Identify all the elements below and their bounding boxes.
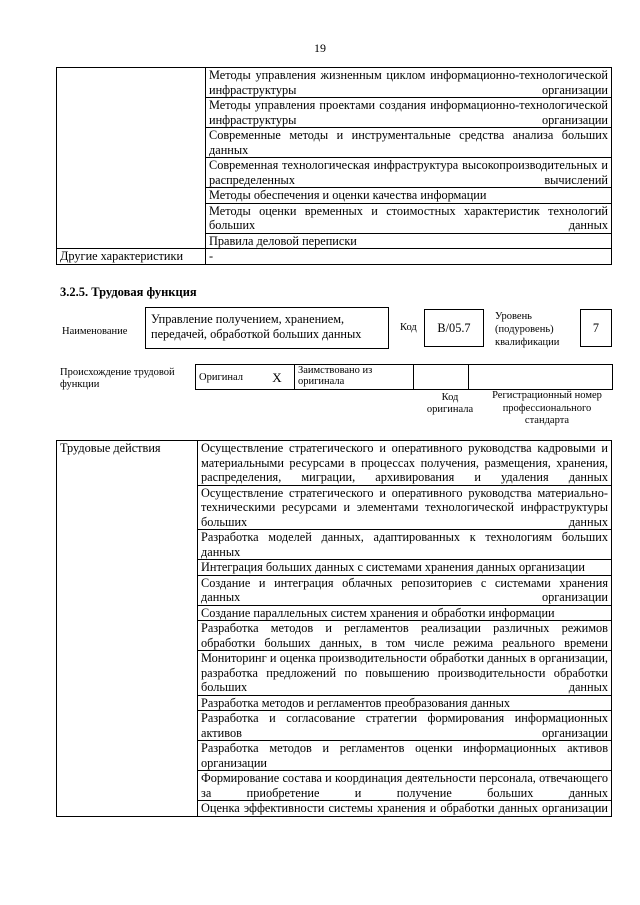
origin-code-cell bbox=[414, 365, 469, 390]
action-item: Осуществление стратегического и оперативного руководства материально-техническими ресурсами и элементами технологической инфраструктуры больших данных bbox=[198, 485, 612, 530]
function-name-value: Управление получением, хранением, передачей, обработкой больших данных bbox=[151, 312, 362, 341]
borrowed-label: Заимствовано из оригинала bbox=[295, 365, 414, 390]
origin-label: Происхождение трудовой функции bbox=[60, 367, 175, 390]
code-label: Код bbox=[400, 322, 417, 333]
action-item: Формирование состава и координация деятельности персонала, отвечающего за приобретение и получение больших данных bbox=[198, 771, 612, 801]
action-item: Интеграция больших данных с системами хранения данных организации bbox=[198, 560, 612, 576]
action-item: Создание и интеграция облачных репозиториев с системами хранения данных организации bbox=[198, 575, 612, 605]
action-item: Разработка методов и регламентов оценки информационных активов организации bbox=[198, 741, 612, 771]
section-heading: 3.2.5. Трудовая функция bbox=[60, 285, 197, 299]
knowledge-label-cell bbox=[57, 68, 206, 249]
code-value: B/05.7 bbox=[437, 321, 471, 335]
other-characteristics-label: Другие характеристики bbox=[57, 249, 206, 265]
action-item: Мониторинг и оценка производительности обработки данных в организации, разработка предложений по повышению производительности обработки больших данных bbox=[198, 651, 612, 696]
labor-actions-label: Трудовые действия bbox=[57, 441, 198, 817]
action-item: Разработка моделей данных, адаптированных к технологиям больших данных bbox=[198, 530, 612, 560]
action-item: Разработка и согласование стратегии формирования информационных активов организации bbox=[198, 711, 612, 741]
other-characteristics-value: - bbox=[206, 249, 612, 265]
origin-reg-cell bbox=[469, 365, 613, 390]
origin-table bbox=[195, 364, 613, 390]
knowledge-table bbox=[56, 67, 612, 265]
origin-code-label: Код оригинала bbox=[426, 392, 474, 415]
action-item: Создание параллельных систем хранения и обработки информации bbox=[198, 605, 612, 621]
level-box bbox=[580, 309, 612, 347]
code-box bbox=[424, 309, 484, 347]
page-number: 19 bbox=[314, 41, 326, 55]
original-cell bbox=[196, 365, 261, 390]
function-name-box bbox=[145, 307, 389, 349]
knowledge-item: Методы управления проектами создания информационно-технологической инфраструктуры организации bbox=[206, 98, 612, 128]
knowledge-item: Методы оценки временных и стоимостных характеристик технологий больших данных bbox=[206, 203, 612, 233]
original-label: Оригинал bbox=[199, 371, 243, 383]
knowledge-item: Методы обеспечения и оценки качества информации bbox=[206, 188, 612, 204]
labor-actions-table bbox=[56, 440, 612, 817]
knowledge-item: Современные методы и инструментальные средства анализа больших данных bbox=[206, 128, 612, 158]
origin-reg-label: Регистрационный номер профессионального стандарта bbox=[492, 390, 602, 426]
original-mark: X bbox=[260, 365, 295, 390]
level-label: Уровень (подуровень) квалификации bbox=[495, 311, 560, 348]
action-item: Оценка эффективности системы хранения и обработки данных организации bbox=[198, 801, 612, 817]
action-item: Разработка методов и регламентов преобразования данных bbox=[198, 695, 612, 711]
action-item: Осуществление стратегического и оперативного руководства кадровыми и материальными ресурсами в процессах получения, размещения, хранения, распределения, миграции, архивирования и удаления данных bbox=[198, 441, 612, 486]
level-value: 7 bbox=[592, 321, 600, 335]
knowledge-item: Методы управления жизненным циклом информационно-технологической инфраструктуры организации bbox=[206, 68, 612, 98]
action-item: Разработка методов и регламентов реализации различных режимов обработки больших данных, в том числе режима реального времени bbox=[198, 621, 612, 651]
name-label: Наименование bbox=[62, 326, 128, 337]
knowledge-item: Правила деловой переписки bbox=[206, 233, 612, 249]
knowledge-item: Современная технологическая инфраструктура высокопроизводительных и распределенных вычислений bbox=[206, 158, 612, 188]
